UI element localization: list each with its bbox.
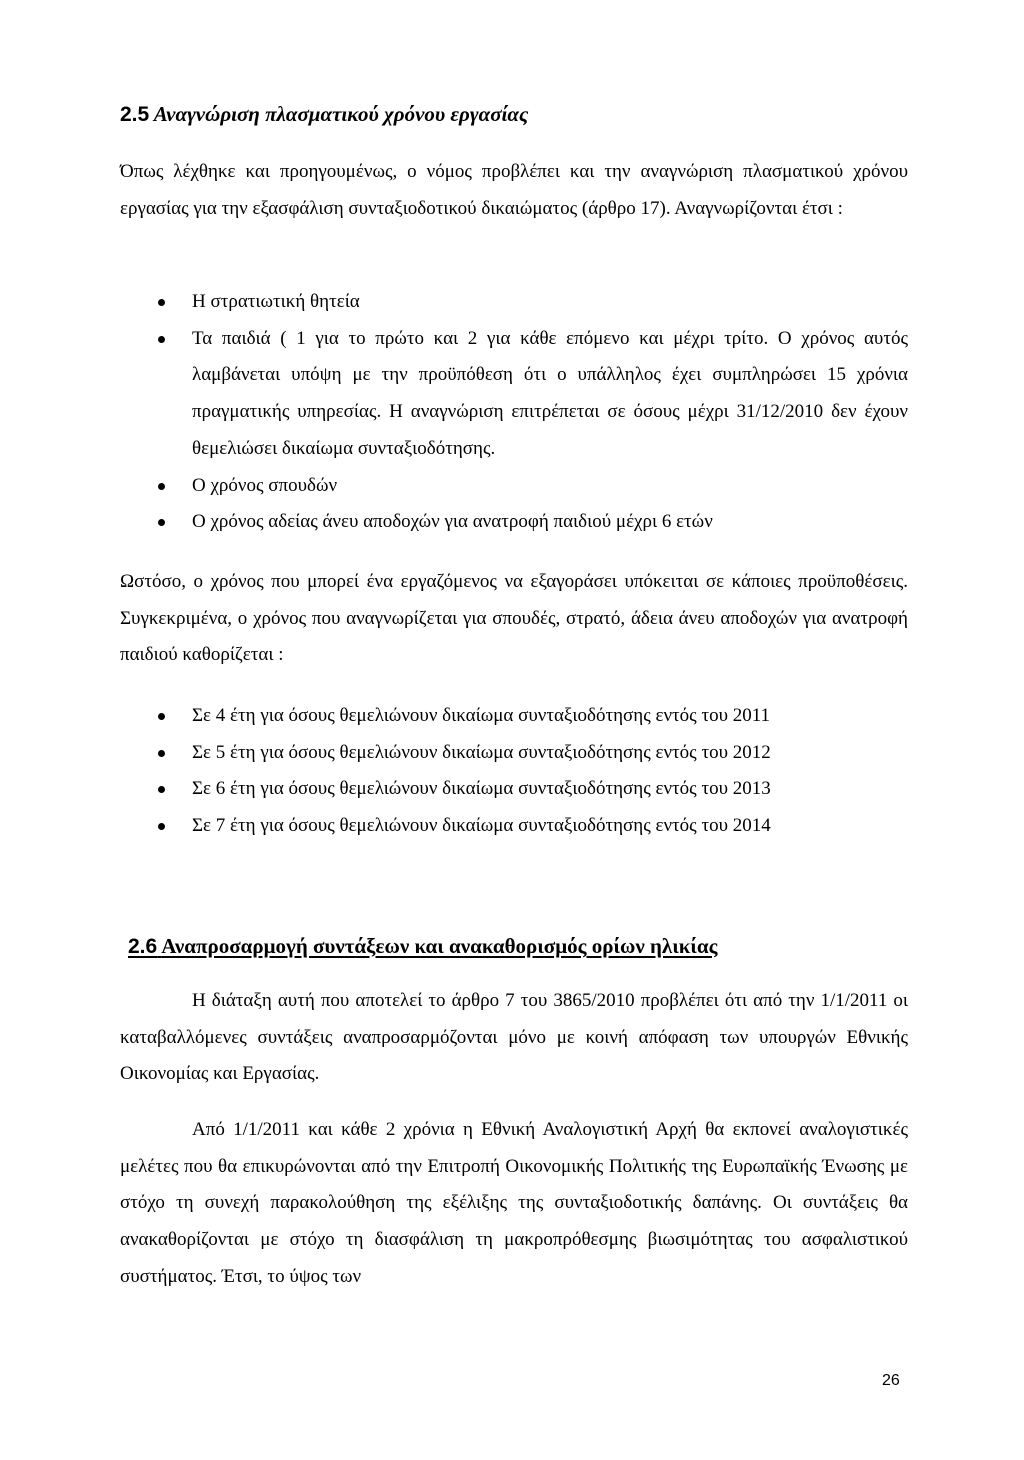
section-title: Αναπροσαρμογή συντάξεων και ανακαθορισμός ορίων ηλικίας [161, 934, 718, 958]
bullet-icon [158, 786, 165, 793]
section-heading-2-5 [120, 102, 528, 127]
list-item: Τα παιδιά ( 1 για το πρώτο και 2 για κάθε επόμενο και μέχρι τρίτο. Ο χρόνος αυτός λαμβάνεται υπόψη με την προϋπόθεση ότι ο υπάλληλος έχει συμπληρώσει 15 χρόνια πραγματικής υπηρεσίας. Η αναγνώριση επιτρέπεται σε όσους μέχρι 31/12/2010 δεν έχουν θεμελιώσει δικαίωμα συνταξιοδότησης. [120, 321, 908, 468]
section-heading-2-6 [128, 934, 717, 959]
section-title: Αναγνώριση πλασματικού χρόνου εργασίας [153, 102, 529, 126]
list-item: Ο χρόνος σπουδών [120, 468, 908, 505]
bullet-icon [158, 823, 165, 830]
actuarial-studies-paragraph: Από 1/1/2011 και κάθε 2 χρόνια η Εθνική Αναλογιστική Αρχή θα εκπονεί αναλογιστικές μελέτες που θα επικυρώνονται από την Επιτροπή Οικονομικής Πολιτικής της Ευρωπαϊκής Ένωσης με στόχο τη συνεχή παρακολούθηση της εξέλιξης της συνταξιοδοτικής δαπάνης. Οι συντάξεις θα ανακαθορίζονται με στόχο τη διασφάλιση τη μακροπρόθεσμης βιωσιμότητας του ασφαλιστικού συστήματος. Έτσι, το ύψος των [120, 1119, 908, 1287]
pension-adjustment-paragraph: Η διάταξη αυτή που αποτελεί το άρθρο 7 του 3865/2010 προβλέπει ότι από την 1/1/2011 οι καταβαλλόμενες συντάξεις αναπροσαρμόζονται μόνο με κοινή απόφαση των υπουργών Εθνικής Οικονομίας και Εργασίας. [120, 990, 908, 1085]
section-number: 2.5 [120, 103, 150, 126]
list-item: Η στρατιωτική θητεία [120, 284, 908, 321]
section-number: 2.6 [128, 935, 158, 958]
bullet-icon [158, 299, 165, 306]
intro-paragraph: Όπως λέχθηκε και προηγουμένως, ο νόμος προβλέπει και την αναγνώριση πλασματικού χρόνου εργασίας για την εξασφάλιση συνταξιοδοτικού δικαιώματος (άρθρο 17). Αναγνωρίζονται έτσι : [120, 161, 908, 219]
list-item: Σε 5 έτη για όσους θεμελιώνουν δικαίωμα συνταξιοδότησης εντός του 2012 [120, 735, 908, 772]
bullet-icon [158, 336, 165, 343]
list-item: Ο χρόνος αδείας άνευ αποδοχών για ανατροφή παιδιού μέχρι 6 ετών [120, 504, 908, 541]
bullet-icon [158, 519, 165, 526]
years-list [120, 698, 908, 845]
list-item: Σε 4 έτη για όσους θεμελιώνουν δικαίωμα συνταξιοδότησης εντός του 2011 [120, 698, 908, 735]
recognized-time-list [120, 284, 908, 541]
list-item: Σε 7 έτη για όσους θεμελιώνουν δικαίωμα συνταξιοδότησης εντός του 2014 [120, 808, 908, 845]
bullet-icon [158, 750, 165, 757]
bullet-icon [158, 483, 165, 490]
bullet-icon [158, 713, 165, 720]
page-number: 26 [882, 1372, 900, 1389]
list-item: Σε 6 έτη για όσους θεμελιώνουν δικαίωμα συνταξιοδότησης εντός του 2013 [120, 771, 908, 808]
conditions-paragraph: Ωστόσο, ο χρόνος που μπορεί ένα εργαζόμενος να εξαγοράσει υπόκειται σε κάποιες προϋποθέσεις. Συγκεκριμένα, ο χρόνος που αναγνωρίζεται για σπουδές, στρατό, άδεια άνευ αποδοχών για ανατροφή παιδιού καθορίζεται : [120, 571, 908, 666]
